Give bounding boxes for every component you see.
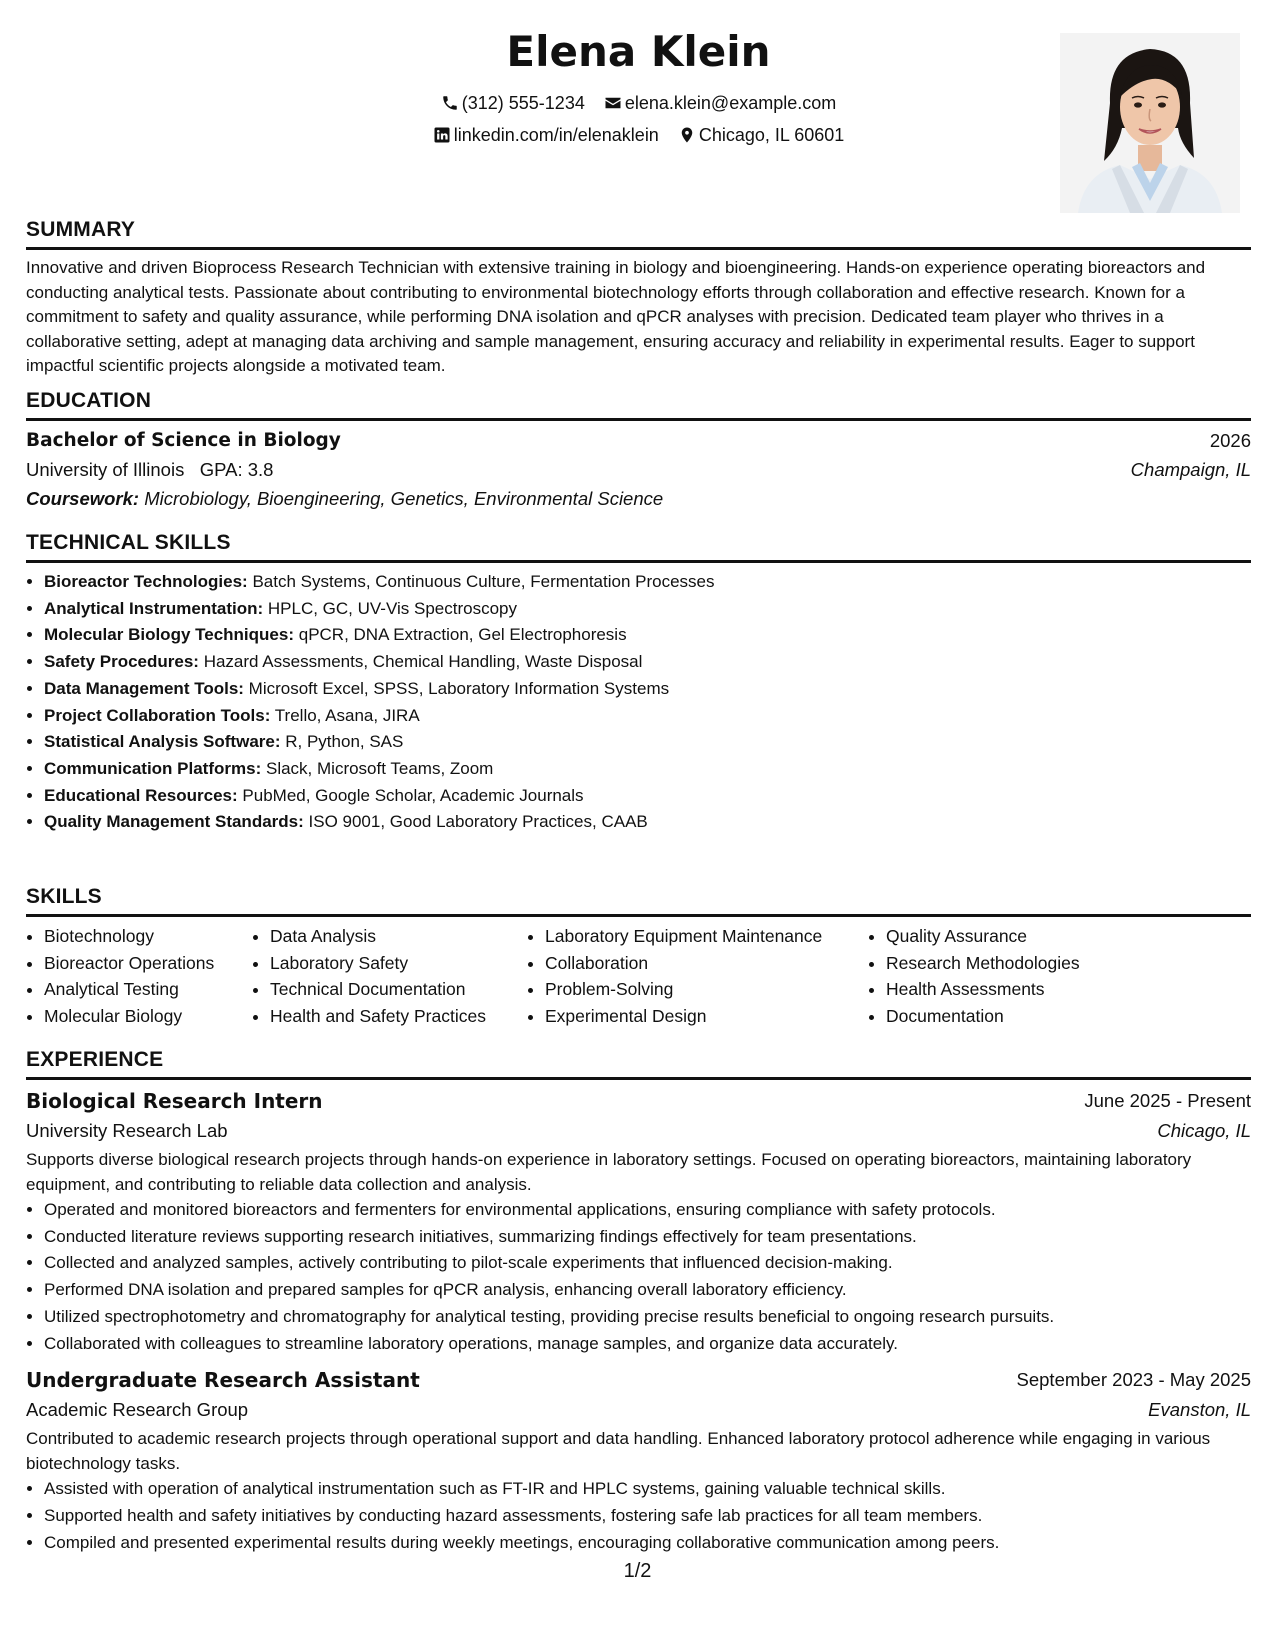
- coursework-label: Coursework:: [26, 488, 140, 509]
- resume-page: [26, 0, 1251, 1650]
- contact-email[interactable]: [604, 90, 836, 116]
- skills-column-1: [26, 923, 214, 1030]
- coursework-list: Microbiology, Bioengineering, Genetics, Environmental Science: [144, 488, 664, 509]
- list-item: • Laboratory Equipment Maintenance: [545, 923, 822, 950]
- list-item: • Biotechnology: [44, 923, 214, 950]
- school-location: Champaign, IL: [1130, 459, 1251, 480]
- job-entry: [26, 1365, 1251, 1556]
- page-number: 1/2: [623, 1560, 652, 1582]
- list-item: • Health Assessments: [886, 976, 1080, 1003]
- education-section: [26, 388, 1251, 514]
- linkedin-text: linkedin.com/in/elenaklein: [453, 125, 659, 145]
- list-item: • Molecular Biology Techniques: qPCR, DNA Extraction, Gel Electrophoresis: [44, 622, 1251, 649]
- summary-text: Innovative and driven Bioprocess Research Technician with extensive training in biology and bioengineering. Hands-on experience operating bioreactors and conducting analytical tests. Passionate about contributing to environmental biotechnology efforts through collaboration and effective research. Known for a commitment to safety and quality assurance, while performing DNA isolation and qPCR analyses with precision. Dedicated team player who thrives in a collaborative setting, adept at managing data archiving and sample management, ensuring accuracy and reliability in experimental results. Eager to support impactful scientific projects alongside a motivated team.: [26, 258, 1206, 375]
- contact-location: [678, 122, 844, 148]
- phone-icon: [441, 94, 459, 112]
- section-divider: [26, 914, 1251, 917]
- job-organization: University Research Lab: [26, 1120, 228, 1141]
- list-item: • Health and Safety Practices: [270, 1003, 486, 1030]
- list-item: • Compiled and presented experimental results during weekly meetings, encouraging collaborative communication among peers.: [44, 1530, 1251, 1557]
- job-location: Evanston, IL: [1148, 1399, 1251, 1421]
- education-school-row: [26, 456, 1251, 485]
- list-item: • Utilized spectrophotometry and chromatography for analytical testing, providing precise results beneficial to ongoing research pursuits.: [44, 1304, 1251, 1331]
- technical-skills-section: [26, 530, 1251, 836]
- list-item: • Safety Procedures: Hazard Assessments, Chemical Handling, Waste Disposal: [44, 649, 1251, 676]
- list-item: • Collaboration: [545, 950, 822, 977]
- job-entry: [26, 1086, 1251, 1357]
- email-text: elena.klein@example.com: [624, 93, 837, 113]
- list-item: • Educational Resources: PubMed, Google Scholar, Academic Journals: [44, 783, 1251, 810]
- list-item: • Molecular Biology: [44, 1003, 214, 1030]
- job-title: Biological Research Intern: [26, 1089, 323, 1113]
- contact-phone: [441, 90, 585, 116]
- list-item: • Collected and analyzed samples, actively contributing to pilot-scale experiments that influenced decision-making.: [44, 1250, 1251, 1277]
- list-item: • Communication Platforms: Slack, Microsoft Teams, Zoom: [44, 756, 1251, 783]
- list-item: • Experimental Design: [545, 1003, 822, 1030]
- location-text: Chicago, IL 60601: [698, 125, 845, 145]
- list-item: • Project Collaboration Tools: Trello, Asana, JIRA: [44, 703, 1251, 730]
- section-divider: [26, 1077, 1251, 1080]
- skills-column-2: [252, 923, 486, 1030]
- list-item: • Problem-Solving: [545, 976, 822, 1003]
- job-summary: Supports diverse biological research projects through hands-on experience in laboratory settings. Focused on operating bioreactors, maintaining laboratory equipment, and contributing to reliable data collection and analysis.: [26, 1150, 1192, 1194]
- list-item: • Quality Management Standards: ISO 9001, Good Laboratory Practices, CAAB: [44, 809, 1251, 836]
- list-item: • Statistical Analysis Software: R, Python, SAS: [44, 729, 1251, 756]
- section-divider: [26, 247, 1251, 250]
- list-item: • Assisted with operation of analytical instrumentation such as FT-IR and HPLC systems, gaining valuable technical skills.: [44, 1476, 1251, 1503]
- list-item: • Bioreactor Technologies: Batch Systems, Continuous Culture, Fermentation Processes: [44, 569, 1251, 596]
- phone-text: (312) 555-1234: [461, 93, 585, 113]
- candidate-name: Elena Klein: [506, 27, 771, 76]
- job-org-row: [26, 1117, 1251, 1146]
- job-bullets: [26, 1197, 1251, 1357]
- section-divider: [26, 418, 1251, 421]
- contact-linkedin[interactable]: [433, 122, 659, 148]
- profile-portrait-illustration: [1060, 33, 1240, 213]
- list-item: • Supported health and safety initiatives by conducting hazard assessments, fostering safe lab practices for all team members.: [44, 1503, 1251, 1530]
- list-item: • Operated and monitored bioreactors and fermenters for environmental applications, ensuring compliance with safety protocols.: [44, 1197, 1251, 1224]
- experience-section: [26, 1047, 1251, 1556]
- job-summary: Contributed to academic research projects through operational support and data handling. Enhanced laboratory protocol adherence while engaging in various biotechnology tasks.: [26, 1429, 1211, 1473]
- job-title: Undergraduate Research Assistant: [26, 1368, 420, 1393]
- list-item: • Data Management Tools: Microsoft Excel, SPSS, Laboratory Information Systems: [44, 676, 1251, 703]
- skills-column-4: [868, 923, 1080, 1030]
- summary-section: [26, 217, 1251, 379]
- job-organization: Academic Research Group: [26, 1399, 249, 1421]
- degree-title: Bachelor of Science in Biology: [26, 430, 341, 451]
- envelope-icon: [604, 94, 622, 112]
- list-item: • Technical Documentation: [270, 976, 486, 1003]
- section-divider: [26, 560, 1251, 563]
- list-item: • Collaborated with colleagues to streamline laboratory operations, manage samples, and organize data accurately.: [44, 1331, 1251, 1358]
- map-pin-icon: [678, 126, 696, 144]
- technical-skills-list: [26, 569, 1251, 836]
- job-dates: June 2025 - Present: [1084, 1090, 1251, 1111]
- skills-column-3: [527, 923, 822, 1030]
- skills-heading: SKILLS: [26, 885, 102, 908]
- job-title-row: [26, 1365, 1251, 1396]
- list-item: • Performed DNA isolation and prepared samples for qPCR analysis, enhancing overall laboratory efficiency.: [44, 1277, 1251, 1304]
- resume-header: [26, 20, 1251, 220]
- experience-heading: EXPERIENCE: [26, 1048, 164, 1071]
- list-item: • Bioreactor Operations: [44, 950, 214, 977]
- school-name: University of Illinois: [26, 459, 185, 480]
- coursework: [26, 485, 663, 513]
- list-item: • Analytical Instrumentation: HPLC, GC, UV-Vis Spectroscopy: [44, 596, 1251, 623]
- list-item: • Data Analysis: [270, 923, 486, 950]
- skills-section: [26, 884, 1251, 1031]
- education-degree-row: [26, 427, 1251, 456]
- education-heading: EDUCATION: [26, 389, 152, 412]
- graduation-year: 2026: [1209, 430, 1251, 451]
- technical-skills-heading: TECHNICAL SKILLS: [26, 531, 231, 554]
- coursework-row: [26, 485, 1251, 514]
- job-location: Chicago, IL: [1157, 1120, 1251, 1141]
- job-dates: September 2023 - May 2025: [1016, 1369, 1251, 1391]
- summary-heading: SUMMARY: [26, 218, 136, 241]
- list-item: • Analytical Testing: [44, 976, 214, 1003]
- linkedin-icon: [433, 126, 451, 144]
- job-title-row: [26, 1086, 1251, 1117]
- list-item: • Conducted literature reviews supporting research initiatives, summarizing findings effectively for team presentations.: [44, 1224, 1251, 1251]
- job-org-row: [26, 1396, 1251, 1425]
- list-item: • Research Methodologies: [886, 950, 1080, 977]
- skills-grid: [26, 923, 1251, 1031]
- job-bullets: [26, 1476, 1251, 1556]
- list-item: • Documentation: [886, 1003, 1080, 1030]
- gpa: GPA: 3.8: [199, 459, 274, 480]
- profile-photo: [1060, 33, 1240, 213]
- school-and-gpa: [26, 456, 273, 484]
- list-item: • Quality Assurance: [886, 923, 1080, 950]
- list-item: • Laboratory Safety: [270, 950, 486, 977]
